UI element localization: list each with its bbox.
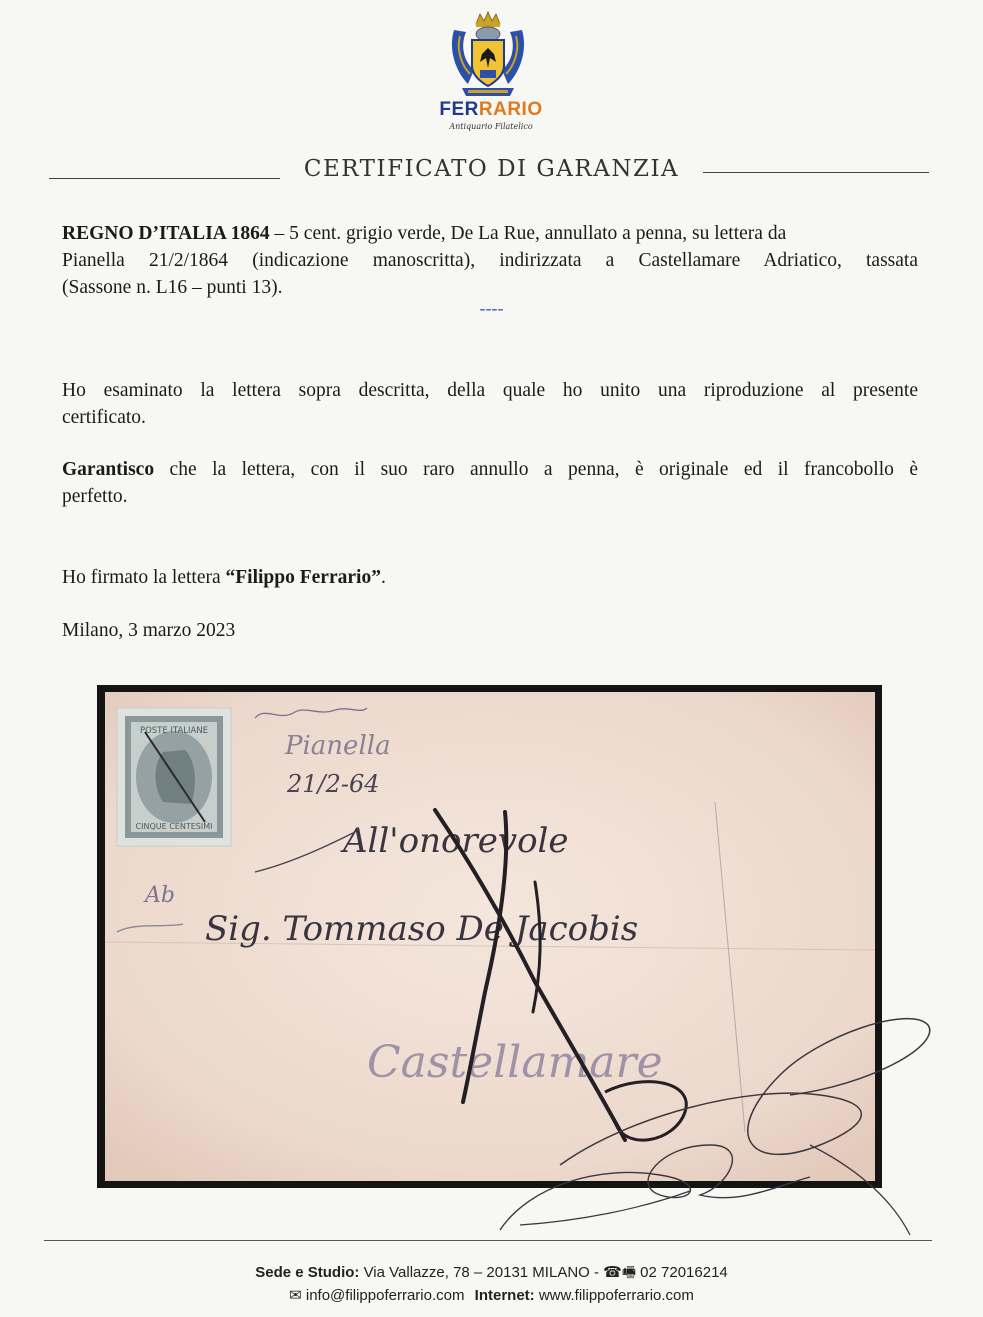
stamp-description — [62, 220, 918, 301]
envelope-icon: ✉ — [289, 1287, 302, 1304]
destination: Castellamare — [367, 1037, 663, 1088]
title-rule-right — [703, 172, 929, 173]
stamp-bottom-text: CINQUE CENTESIMI — [135, 822, 213, 831]
stamp-top-text: POSTE ITALIANE — [139, 726, 209, 736]
examination-line1: Ho esaminato la lettera sopra descritta, della quale ho unito una riproduzione al presente — [62, 380, 918, 401]
guarantee-paragraph — [62, 456, 918, 510]
studio-address: Via Vallazze, 78 – 20131 MILANO - — [359, 1264, 604, 1281]
website-link[interactable]: www.filippoferrario.com — [534, 1287, 694, 1304]
signed-prefix: Ho firmato la lettera — [62, 567, 226, 588]
guarantee-line1: che la lettera, con il suo raro annullo a penna, è originale ed il francobollo è — [154, 459, 918, 480]
footer-contact-line — [0, 1286, 983, 1304]
internet-label: Internet: — [474, 1287, 535, 1304]
postage-stamp — [117, 708, 231, 846]
guarantee-line2: perfetto. — [62, 486, 128, 507]
description-lead: REGNO D’ITALIA 1864 — [62, 223, 270, 244]
origin-note: Pianella — [285, 731, 391, 761]
place-and-date: Milano, 3 marzo 2023 — [62, 620, 236, 641]
signature-flourish — [490, 995, 935, 1245]
description-separator: ---- — [479, 298, 504, 318]
svg-text:Ab: Ab — [145, 883, 175, 908]
date-note: 21/2-64 — [287, 770, 380, 798]
studio-label: Sede e Studio: — [255, 1264, 360, 1281]
phone-fax-icon: ☎🖷 — [603, 1264, 637, 1281]
signed-suffix: . — [380, 567, 386, 588]
signer-name: “Filippo Ferrario” — [225, 567, 381, 588]
signature-statement — [62, 564, 918, 591]
guarantee-lead: Garantisco — [62, 459, 155, 480]
description-line1: – 5 cent. grigio verde, De La Rue, annullato a penna, su lettera da — [269, 223, 787, 244]
certificate-title: CERTIFICATO DI GARANZIA — [303, 156, 680, 182]
ferrario-crest-logo — [446, 10, 530, 100]
addressee-line1: All'onorevole — [343, 821, 569, 861]
addressee-line2: Sig. Tommaso De Jacobis — [205, 909, 639, 949]
examination-paragraph — [62, 377, 918, 431]
phone-number[interactable]: 02 72016214 — [636, 1264, 728, 1281]
examination-line2: certificato. — [62, 407, 146, 428]
description-line2: Pianella 21/2/1864 (indicazione manoscritta), indirizzata a Castellamare Adriatico, tassata — [62, 250, 918, 271]
logo-tagline: Antiquario Filatelico — [449, 122, 533, 131]
footer-address-line — [0, 1262, 983, 1287]
footer-rule — [44, 1240, 932, 1241]
description-line3: (Sassone n. L16 – punti 13). — [62, 277, 283, 298]
email-link[interactable]: info@filippoferrario.com — [305, 1287, 465, 1304]
ferrario-wordmark: FERRARIO — [439, 99, 543, 120]
